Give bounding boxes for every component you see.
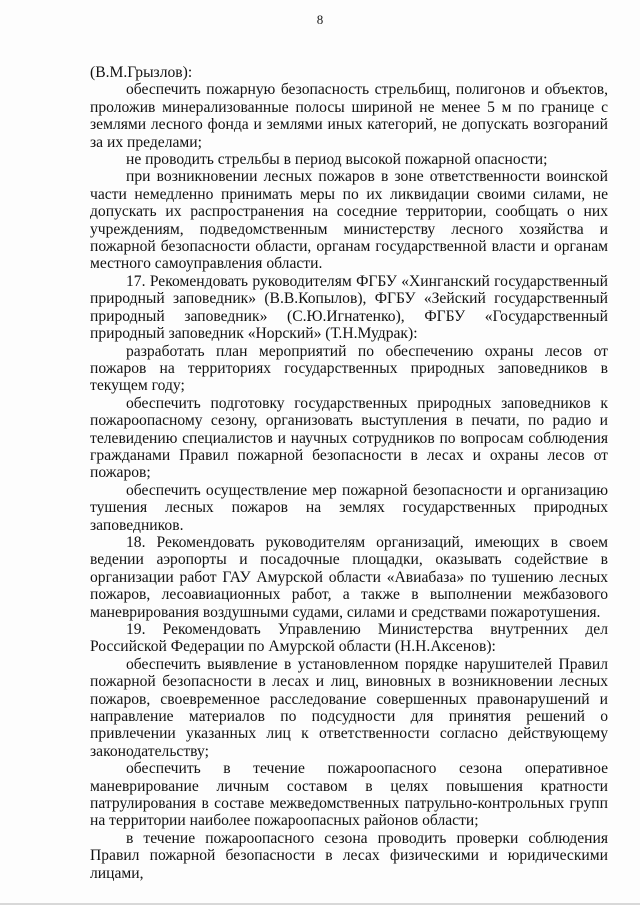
paragraph: не проводить стрельбы в период высокой пожарной опасности; <box>126 151 548 169</box>
document-body <box>90 64 608 882</box>
paragraph: при возникновении лесных пожаров в зоне ответственности воинской части немедленно принимать меры по их ликвидации своими силами, не допускать их распространения на соседние территории, сообщать о них учреждениям, подведомственным министерству лесного хозяйства и пожарной безопасности области, органам государственной власти и органам местного самоуправления области. <box>90 168 608 273</box>
paragraph: обеспечить подготовку государственных природных заповедников к пожароопасному сезону, организовать выступления в печати, по радио и телевидению специалистов и научных сотрудников по вопросам соблюдения гражданами Правил пожарной безопасности в лесах и охраны лесов от пожаров; <box>90 394 608 482</box>
paragraph-continuation: (В.М.Грызлов): <box>90 64 193 81</box>
paragraph: обеспечить выявление в установленном порядке нарушителей Правил пожарной безопасности в лесах и лиц, виновных в возникновении лесных пожаров, своевременное расследование совершенных правонарушений и направление материалов по подсудности для принятия решений о привлечении указанных лиц к ответственности согласно действующему законодательству; <box>90 655 608 760</box>
paragraph: обеспечить в течение пожароопасного сезона оперативное маневрирование личным составом в целях повышения кратности патрулирования в составе межведомственных патрульно-контрольных групп на территории наиболее пожароопасных районов области; <box>90 760 608 830</box>
paragraph: в течение пожароопасного сезона проводить проверки соблюдения Правил пожарной безопасности в лесах физическими и юридическими лицами, <box>90 829 608 882</box>
paragraph: разработать план мероприятий по обеспечению охраны лесов от пожаров на территориях государственных природных заповедников в текущем году; <box>90 342 608 395</box>
paragraph-item-17: 17. Рекомендовать руководителям ФГБУ «Хинганский государственный природный заповедник» (В.В.Копылов), ФГБУ «Зейский государственный природный заповедник» (С.Ю.Игнатенко), ФГБУ «Государственный природный заповедник «Норский» (Т.Н.Мудрак): <box>90 272 608 343</box>
page-number: 8 <box>316 12 324 27</box>
paragraph-item-18: 18. Рекомендовать руководителям организаций, имеющих в своем ведении аэропорты и посадочные площадки, оказывать содействие в организации работ ГАУ Амурской области «Авиабаза» по тушению лесных пожаров, лесоавиационных работ, а также в выполнении межбазового маневрирования воздушными судами, силами и средствами пожаротушения. <box>90 533 608 621</box>
paragraph: обеспечить осуществление мер пожарной безопасности и организацию тушения лесных пожаров на землях государственных природных заповедников. <box>90 481 608 534</box>
paragraph: обеспечить пожарную безопасность стрельбищ, полигонов и объектов, проложив минерализованные полосы шириной не менее 5 м по границе с землями лесного фонда и землями иных категорий, не допускать возгораний за их пределами; <box>90 81 608 151</box>
paragraph-item-19: 19. Рекомендовать Управлению Министерства внутренних дел Российской Федерации по Амурской области (Н.Н.Аксенов): <box>90 621 608 656</box>
